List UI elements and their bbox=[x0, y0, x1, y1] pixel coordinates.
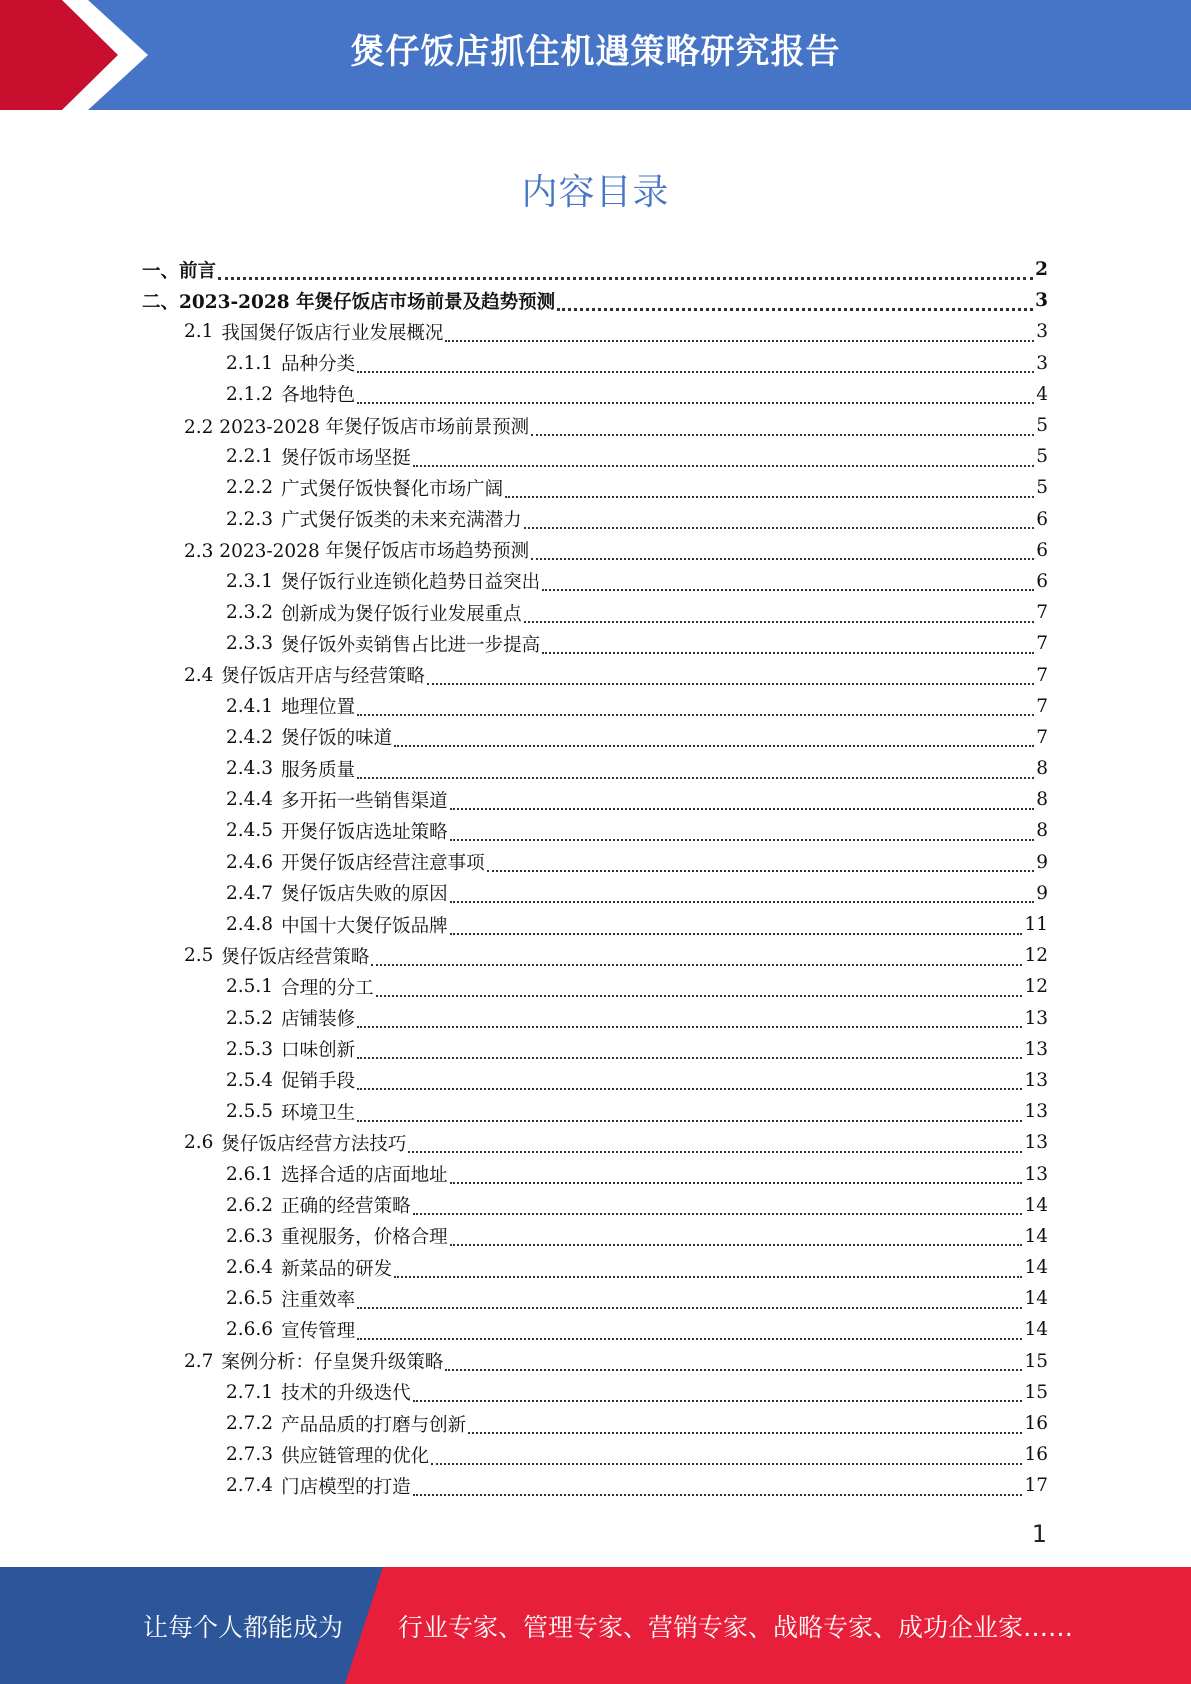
footer-slogan-left: 让每个人都能成为 bbox=[143, 1613, 344, 1642]
toc-entry[interactable] bbox=[142, 1096, 1048, 1127]
toc-entry-page: 7 bbox=[1036, 695, 1048, 717]
toc-dot-leader bbox=[357, 1016, 1022, 1028]
toc-entry-number: 2.5.4 bbox=[226, 1069, 274, 1091]
toc-entry-number: 2.6.3 bbox=[226, 1225, 274, 1247]
toc-entry[interactable] bbox=[142, 535, 1048, 566]
toc-entry-title: 宣传管理 bbox=[281, 1320, 356, 1342]
toc-entry-page: 3 bbox=[1036, 352, 1048, 374]
toc-dot-leader bbox=[542, 579, 1034, 591]
toc-entry-number: 2.6.2 bbox=[226, 1194, 274, 1216]
toc-entry-title: 选择合适的店面地址 bbox=[281, 1165, 448, 1187]
toc-entry[interactable] bbox=[142, 691, 1048, 722]
toc-dot-leader bbox=[394, 1266, 1022, 1278]
toc-entry-number: 2.4.2 bbox=[226, 726, 274, 748]
toc-entry-title: 促销手段 bbox=[281, 1071, 356, 1093]
toc-entry[interactable] bbox=[142, 504, 1048, 535]
toc-dot-leader bbox=[371, 954, 1022, 966]
toc-entry-title: 门店模型的打造 bbox=[281, 1476, 411, 1498]
toc-entry[interactable] bbox=[142, 628, 1048, 659]
toc-entry-title: 产品品质的打磨与创新 bbox=[281, 1414, 467, 1436]
toc-entry[interactable] bbox=[142, 1314, 1048, 1345]
toc-dot-leader bbox=[408, 1141, 1022, 1153]
toc-entry-title: 煲仔饭店经营策略 bbox=[221, 946, 370, 968]
toc-dot-leader bbox=[450, 829, 1035, 841]
toc-dot-leader bbox=[413, 455, 1035, 467]
toc-dot-leader bbox=[450, 1234, 1023, 1246]
toc-entry[interactable] bbox=[142, 410, 1048, 441]
toc-entry-number: 2.7 bbox=[184, 1350, 214, 1372]
toc-entry-title: 煲仔饭市场坚挺 bbox=[281, 447, 411, 469]
toc-entry[interactable] bbox=[142, 940, 1048, 971]
toc-entry-number: 2.4.8 bbox=[226, 914, 274, 936]
toc-entry[interactable] bbox=[142, 1065, 1048, 1096]
toc-entry-page: 7 bbox=[1036, 602, 1048, 624]
toc-dot-leader bbox=[357, 1047, 1022, 1059]
toc-entry-page: 12 bbox=[1024, 976, 1048, 998]
toc-dot-leader bbox=[218, 267, 1033, 280]
toc-entry-page: 7 bbox=[1036, 726, 1048, 748]
toc-entry-number: 2.4.6 bbox=[226, 851, 274, 873]
toc-entry-number: 2.5.1 bbox=[226, 976, 274, 998]
toc-dot-leader bbox=[394, 735, 1034, 747]
toc-dot-leader bbox=[413, 1484, 1023, 1496]
toc-entry-title: 环境卫生 bbox=[281, 1102, 356, 1124]
toc-entry[interactable] bbox=[142, 316, 1048, 347]
toc-entry-number: 2.6 bbox=[184, 1132, 214, 1154]
toc-entry-page: 9 bbox=[1036, 882, 1048, 904]
toc-dot-leader bbox=[427, 673, 1034, 685]
toc-entry-number: 2.4.1 bbox=[226, 695, 274, 717]
toc-entry-title: 煲仔饭的味道 bbox=[281, 728, 393, 750]
toc-dot-leader bbox=[357, 361, 1034, 373]
toc-entry-title: 煲仔饭外卖销售占比进一步提高 bbox=[281, 634, 541, 656]
toc-entry[interactable] bbox=[142, 597, 1048, 628]
table-of-contents bbox=[142, 254, 1048, 1502]
toc-dot-leader bbox=[450, 891, 1035, 903]
toc-entry-title: 二、2023-2028 年煲仔饭店市场前景及趋势预测 bbox=[142, 291, 556, 313]
toc-entry-page: 3 bbox=[1035, 290, 1048, 312]
toc-entry-number: 2.6.6 bbox=[226, 1319, 274, 1341]
toc-entry-title: 煲仔饭行业连锁化趋势日益突出 bbox=[281, 572, 541, 594]
toc-entry-title: 案例分析：仔皇煲升级策略 bbox=[221, 1352, 444, 1374]
toc-entry-number: 2.2.2 bbox=[226, 477, 274, 499]
toc-dot-leader bbox=[450, 798, 1035, 810]
toc-entry[interactable] bbox=[142, 254, 1048, 285]
report-header bbox=[0, 0, 1191, 110]
toc-entry-page: 13 bbox=[1024, 1132, 1048, 1154]
toc-entry-title: 技术的升级迭代 bbox=[281, 1383, 411, 1405]
toc-entry-page: 15 bbox=[1024, 1350, 1048, 1372]
toc-entry-title: 开煲仔饭店选址策略 bbox=[281, 821, 448, 843]
toc-dot-leader bbox=[468, 1422, 1022, 1434]
page-number: 1 bbox=[1031, 1520, 1047, 1548]
toc-entry[interactable] bbox=[142, 1003, 1048, 1034]
toc-entry-page: 14 bbox=[1024, 1194, 1048, 1216]
toc-entry[interactable] bbox=[142, 909, 1048, 940]
toc-entry-page: 7 bbox=[1036, 664, 1048, 686]
toc-entry-number: 2.4.7 bbox=[226, 882, 274, 904]
toc-entry[interactable] bbox=[142, 379, 1048, 410]
toc-entry-number: 2.3.3 bbox=[226, 633, 274, 655]
toc-entry-page: 9 bbox=[1036, 851, 1048, 873]
toc-entry-page: 13 bbox=[1024, 1101, 1048, 1123]
toc-entry-page: 3 bbox=[1036, 321, 1048, 343]
toc-entry[interactable] bbox=[142, 784, 1048, 815]
toc-dot-leader bbox=[357, 1328, 1022, 1340]
toc-entry-page: 12 bbox=[1024, 945, 1048, 967]
toc-entry-page: 6 bbox=[1036, 570, 1048, 592]
toc-dot-leader bbox=[376, 985, 1023, 997]
toc-entry-title: 服务质量 bbox=[281, 759, 356, 781]
toc-dot-leader bbox=[445, 1359, 1022, 1371]
toc-entry-page: 4 bbox=[1036, 383, 1048, 405]
toc-entry-title: 供应链管理的优化 bbox=[281, 1445, 430, 1467]
toc-entry[interactable] bbox=[142, 815, 1048, 846]
toc-entry[interactable] bbox=[142, 847, 1048, 878]
toc-entry[interactable] bbox=[142, 1221, 1048, 1252]
toc-entry-number: 2.4.5 bbox=[226, 820, 274, 842]
toc-entry-title: 一、前言 bbox=[142, 260, 217, 282]
toc-entry-number: 2.5.3 bbox=[226, 1038, 274, 1060]
toc-entry-number: 2.7.4 bbox=[226, 1475, 274, 1497]
toc-entry[interactable] bbox=[142, 348, 1048, 379]
toc-entry-page: 13 bbox=[1024, 1038, 1048, 1060]
toc-entry[interactable] bbox=[142, 1190, 1048, 1221]
toc-entry-title: 品种分类 bbox=[281, 354, 356, 376]
toc-entry[interactable] bbox=[142, 285, 1048, 316]
toc-entry-page: 17 bbox=[1024, 1475, 1048, 1497]
toc-entry[interactable] bbox=[142, 441, 1048, 472]
toc-dot-leader bbox=[357, 767, 1034, 779]
toc-entry-page: 5 bbox=[1036, 415, 1048, 437]
toc-entry-page: 11 bbox=[1024, 914, 1048, 936]
toc-entry-number: 2.5.5 bbox=[226, 1101, 274, 1123]
footer-banner bbox=[0, 1567, 1191, 1684]
toc-entry[interactable] bbox=[142, 971, 1048, 1002]
toc-entry-number: 2.6.1 bbox=[226, 1163, 274, 1185]
toc-entry-number: 2.4.3 bbox=[226, 758, 274, 780]
toc-entry[interactable] bbox=[142, 1408, 1048, 1439]
toc-entry-title: 广式煲仔饭快餐化市场广阔 bbox=[281, 478, 504, 500]
toc-entry-number: 2.5.2 bbox=[226, 1007, 274, 1029]
report-title: 煲仔饭店抓住机遇策略研究报告 bbox=[350, 32, 841, 72]
toc-entry[interactable] bbox=[142, 659, 1048, 690]
toc-entry-page: 16 bbox=[1024, 1444, 1048, 1466]
toc-entry-page: 14 bbox=[1024, 1225, 1048, 1247]
toc-dot-leader bbox=[524, 517, 1035, 529]
toc-dot-leader bbox=[505, 486, 1034, 498]
toc-entry-number: 2.3.1 bbox=[226, 570, 274, 592]
toc-entry[interactable] bbox=[142, 1346, 1048, 1377]
toc-entry-number: 2.1.2 bbox=[226, 383, 274, 405]
toc-entry[interactable] bbox=[142, 753, 1048, 784]
toc-entry-page: 8 bbox=[1036, 758, 1048, 780]
toc-entry-title: 煲仔饭店经营方法技巧 bbox=[221, 1133, 407, 1155]
toc-entry[interactable] bbox=[142, 1439, 1048, 1470]
toc-entry-number: 2.1.1 bbox=[226, 352, 274, 374]
toc-dot-leader bbox=[557, 298, 1033, 311]
toc-entry-number: 2.7.2 bbox=[226, 1413, 274, 1435]
toc-dot-leader bbox=[524, 611, 1035, 623]
toc-entry-title: 我国煲仔饭店行业发展概况 bbox=[221, 322, 444, 344]
toc-entry-title: 创新成为煲仔饭行业发展重点 bbox=[281, 603, 522, 625]
toc-entry[interactable] bbox=[142, 1470, 1048, 1501]
toc-entry[interactable] bbox=[142, 472, 1048, 503]
toc-entry-title: 中国十大煲仔饭品牌 bbox=[281, 915, 448, 937]
toc-entry[interactable] bbox=[142, 722, 1048, 753]
toc-entry-title: 煲仔饭店失败的原因 bbox=[281, 884, 448, 906]
toc-dot-leader bbox=[357, 392, 1034, 404]
toc-dot-leader bbox=[487, 860, 1035, 872]
footer-slogan-right: 行业专家、管理专家、营销专家、战略专家、成功企业家…… bbox=[398, 1613, 1074, 1642]
toc-entry[interactable] bbox=[142, 878, 1048, 909]
toc-entry-number: 2.5 bbox=[184, 945, 214, 967]
toc-entry-title: 各地特色 bbox=[281, 385, 356, 407]
toc-entry-page: 8 bbox=[1036, 789, 1048, 811]
toc-entry-page: 14 bbox=[1024, 1288, 1048, 1310]
toc-entry-page: 5 bbox=[1036, 446, 1048, 468]
toc-dot-leader bbox=[357, 704, 1034, 716]
toc-entry[interactable] bbox=[142, 1158, 1048, 1189]
toc-entry-number: 2.1 bbox=[184, 321, 214, 343]
toc-entry[interactable] bbox=[142, 1252, 1048, 1283]
toc-entry-number: 2.4 bbox=[184, 664, 214, 686]
toc-entry-number: 2.6.5 bbox=[226, 1288, 274, 1310]
toc-entry-title: 店铺装修 bbox=[281, 1009, 356, 1031]
toc-dot-leader bbox=[413, 1203, 1023, 1215]
toc-entry-page: 2 bbox=[1035, 259, 1048, 281]
toc-title: 内容目录 bbox=[521, 172, 670, 213]
toc-entry-page: 6 bbox=[1036, 539, 1048, 561]
toc-entry-title: 广式煲仔饭类的未来充满潜力 bbox=[281, 510, 522, 532]
toc-entry[interactable] bbox=[142, 1127, 1048, 1158]
toc-entry-title: 重视服务，价格合理 bbox=[281, 1227, 448, 1249]
toc-entry-title: 地理位置 bbox=[281, 697, 356, 719]
toc-entry[interactable] bbox=[142, 1034, 1048, 1065]
toc-entry-page: 8 bbox=[1036, 820, 1048, 842]
toc-entry-title: 正确的经营策略 bbox=[281, 1196, 411, 1218]
toc-dot-leader bbox=[542, 642, 1034, 654]
toc-entry-title: 口味创新 bbox=[281, 1040, 356, 1062]
toc-entry-page: 16 bbox=[1024, 1413, 1048, 1435]
toc-entry-title: 2.3 2023-2028 年煲仔饭店市场趋势预测 bbox=[184, 541, 530, 563]
toc-entry-page: 14 bbox=[1024, 1319, 1048, 1341]
toc-dot-leader bbox=[445, 330, 1034, 342]
toc-entry-page: 13 bbox=[1024, 1069, 1048, 1091]
toc-entry-number: 2.7.3 bbox=[226, 1444, 274, 1466]
toc-entry-page: 7 bbox=[1036, 633, 1048, 655]
toc-entry-number: 2.2.1 bbox=[226, 446, 274, 468]
toc-dot-leader bbox=[357, 1297, 1022, 1309]
toc-dot-leader bbox=[531, 548, 1034, 560]
toc-dot-leader bbox=[431, 1453, 1022, 1465]
toc-dot-leader bbox=[357, 1078, 1022, 1090]
toc-entry-title: 煲仔饭店开店与经营策略 bbox=[221, 666, 425, 688]
toc-entry-page: 14 bbox=[1024, 1257, 1048, 1279]
toc-entry-title: 新菜品的研发 bbox=[281, 1258, 393, 1280]
toc-dot-leader bbox=[450, 1172, 1023, 1184]
toc-dot-leader bbox=[413, 1390, 1023, 1402]
toc-entry-page: 13 bbox=[1024, 1163, 1048, 1185]
toc-entry-title: 开煲仔饭店经营注意事项 bbox=[281, 853, 485, 875]
toc-entry[interactable] bbox=[142, 1283, 1048, 1314]
toc-dot-leader bbox=[531, 424, 1034, 436]
toc-entry-number: 2.3.2 bbox=[226, 602, 274, 624]
toc-entry-title: 合理的分工 bbox=[281, 977, 374, 999]
toc-entry-title: 多开拓一些销售渠道 bbox=[281, 790, 448, 812]
toc-entry[interactable] bbox=[142, 1377, 1048, 1408]
toc-entry-page: 15 bbox=[1024, 1381, 1048, 1403]
toc-dot-leader bbox=[450, 923, 1023, 935]
toc-entry[interactable] bbox=[142, 566, 1048, 597]
toc-entry-page: 5 bbox=[1036, 477, 1048, 499]
toc-entry-title: 2.2 2023-2028 年煲仔饭店市场前景预测 bbox=[184, 416, 530, 438]
toc-entry-number: 2.6.4 bbox=[226, 1257, 274, 1279]
toc-entry-number: 2.7.1 bbox=[226, 1381, 274, 1403]
toc-entry-number: 2.2.3 bbox=[226, 508, 274, 530]
toc-entry-title: 注重效率 bbox=[281, 1289, 356, 1311]
toc-entry-page: 6 bbox=[1036, 508, 1048, 530]
toc-entry-number: 2.4.4 bbox=[226, 789, 274, 811]
toc-dot-leader bbox=[357, 1110, 1022, 1122]
toc-entry-page: 13 bbox=[1024, 1007, 1048, 1029]
